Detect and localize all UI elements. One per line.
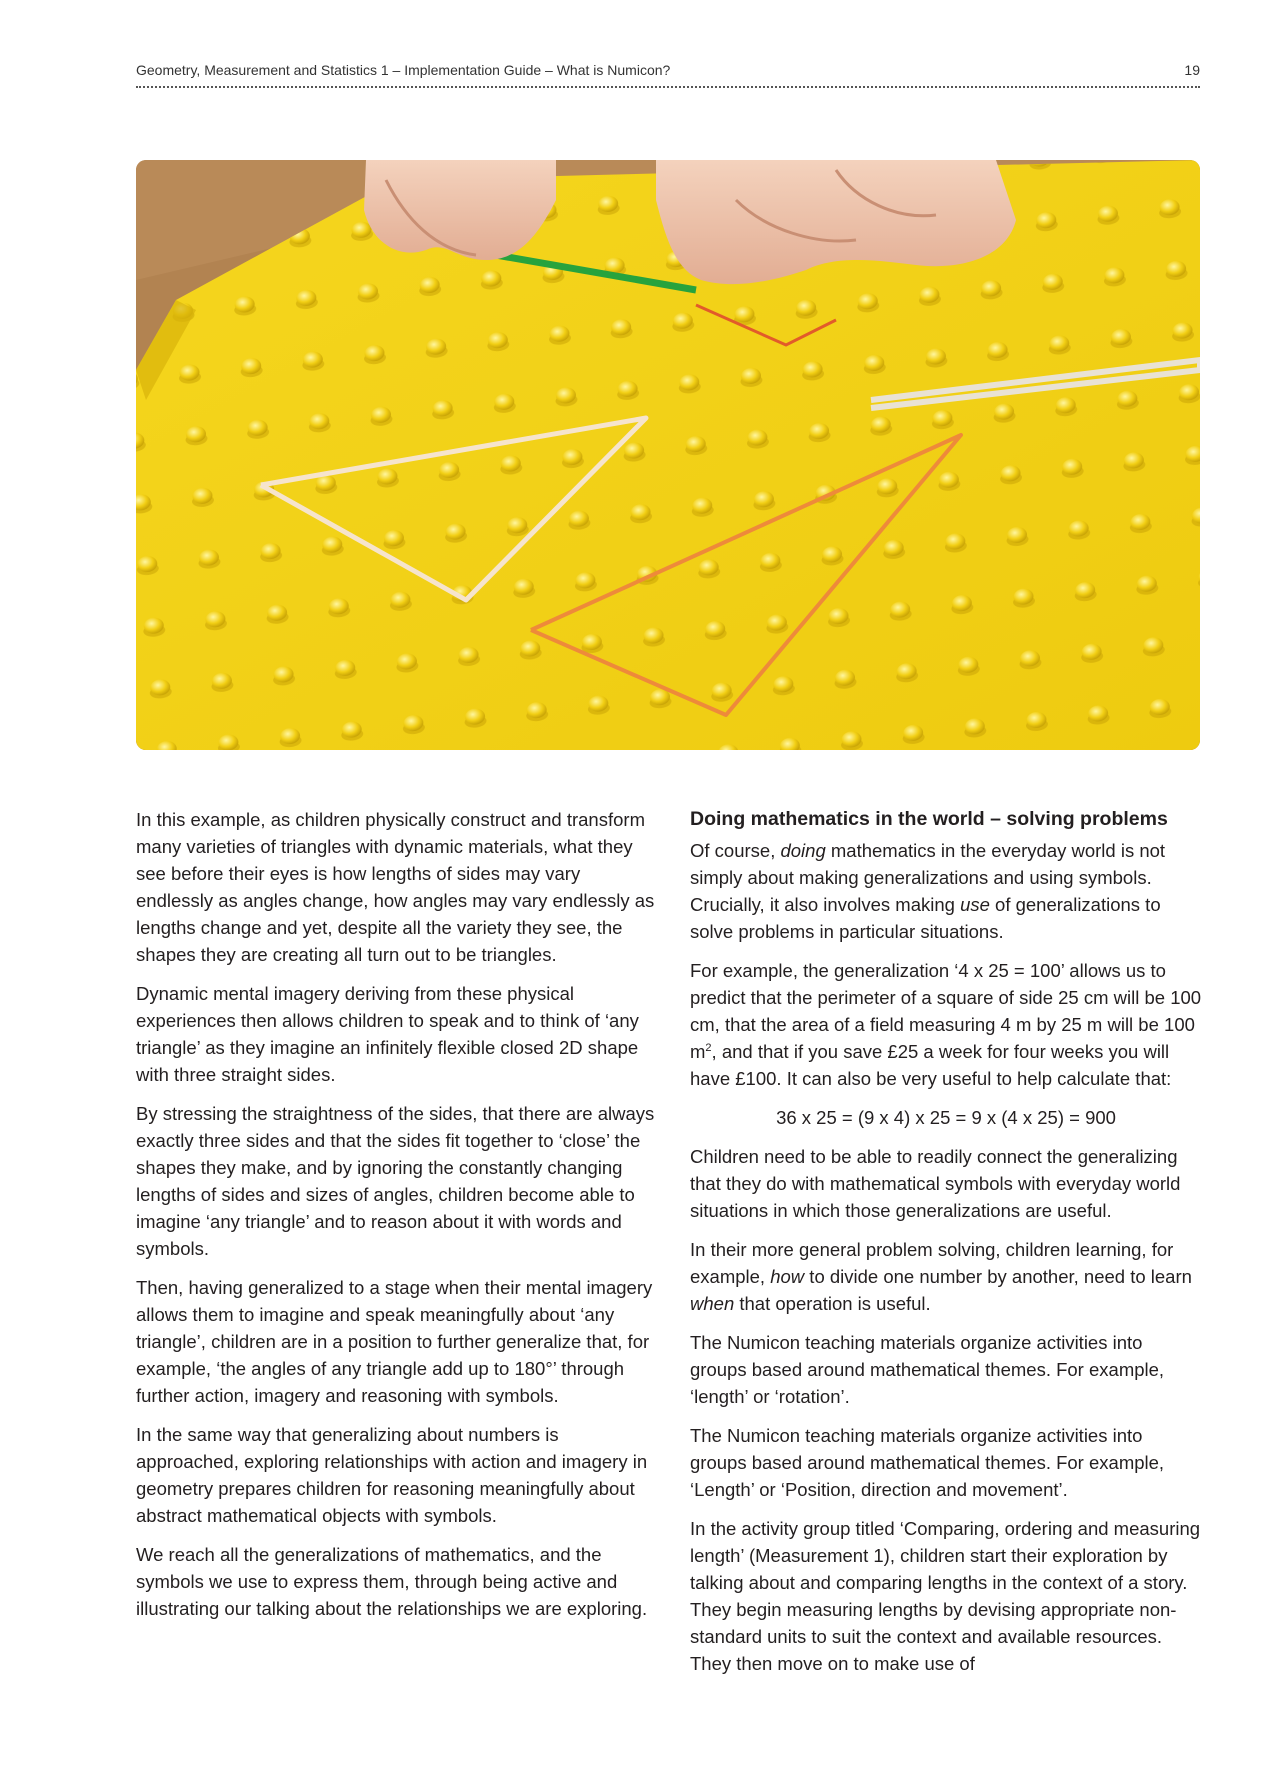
text-run: , and that if you save £25 a week for four weeks you will have £100. It can also be very useful to help calculate that: bbox=[690, 1041, 1172, 1089]
text-run: to divide one number by another, need to learn bbox=[804, 1266, 1192, 1287]
paragraph: We reach all the generalizations of mathematics, and the symbols we use to express them, through being active and illustrating our talking about the relationships we are exploring. bbox=[136, 1544, 648, 1619]
paragraph: Children need to be able to readily connect the generalizing that they do with mathematical symbols with everyday world situations in which those generalizations are useful. bbox=[690, 1146, 1181, 1221]
emphasis: how bbox=[770, 1266, 805, 1287]
page-number: 19 bbox=[1184, 62, 1200, 78]
section-heading: Doing mathematics in the world – solving problems bbox=[690, 808, 1168, 830]
paragraph bbox=[690, 837, 1202, 945]
running-header bbox=[136, 62, 1200, 88]
equation: 36 x 25 = (9 x 4) x 25 = 9 x (4 x 25) = 900 bbox=[776, 1107, 1116, 1128]
emphasis: use bbox=[960, 894, 990, 915]
paragraph: The Numicon teaching materials organize activities into groups based around mathematical themes. For example, ‘Length’ or ‘Position, direction and movement’. bbox=[690, 1425, 1165, 1500]
paragraph: In the same way that generalizing about numbers is approached, exploring relationships with action and imagery in geometry prepares children for reasoning meaningfully about abstract mathematical objects with symbols. bbox=[136, 1424, 648, 1526]
emphasis: when bbox=[690, 1293, 735, 1314]
header-dotted-rule bbox=[136, 86, 1200, 88]
paragraph: In this example, as children physically construct and transform many varieties of triangles with dynamic materials, what they see before their eyes is how lengths of sides may vary endlessly as angles change, how angles may vary endlessly as lengths change and yet, despite all the variety they see, the shapes they are creating all turn out to be triangles. bbox=[136, 809, 655, 965]
text-run: For example, the generalization ‘4 x 25 = 100’ allows us to predict that the perimeter of a square of side 25 cm will be 100 cm, that the area of a field measuring 4 m by 25 m will be 100 m bbox=[690, 960, 1202, 1062]
superscript: 2 bbox=[705, 1041, 712, 1054]
paragraph: Then, having generalized to a stage when their mental imagery allows them to imagine and speak meaningfully about ‘any triangle’, children are in a position to further generalize that, for example, ‘the angles of any triangle add up to 180°’ through further action, imagery and reasoning with symbols. bbox=[136, 1277, 653, 1406]
geoboard-photo-icon bbox=[136, 160, 1200, 750]
paragraph: The Numicon teaching materials organize activities into groups based around mathematical themes. For example, ‘length’ or ‘rotation’. bbox=[690, 1332, 1165, 1407]
paragraph bbox=[690, 957, 1202, 1092]
paragraph bbox=[690, 1236, 1202, 1317]
paragraph: In the activity group titled ‘Comparing, ordering and measuring length’ (Measurement 1), children start their exploration by talking about and comparing lengths in the context of a story. They begin measuring lengths by devising appropriate non-standard units to suit the context and available resources. They then move on to make use of bbox=[690, 1518, 1201, 1674]
text-run: Of course, bbox=[690, 840, 781, 861]
text-run: of generalizations to solve problems in particular situations. bbox=[690, 894, 1161, 942]
text-run: mathematics in the everyday world is not simply about making generalizations and using symbols. Crucially, it also involves making bbox=[690, 840, 1166, 915]
emphasis: doing bbox=[780, 840, 826, 861]
left-column bbox=[136, 806, 656, 1634]
geoboard-photo bbox=[136, 160, 1200, 750]
paragraph: Dynamic mental imagery deriving from these physical experiences then allows children to speak and to think of ‘any triangle’ as they imagine an infinitely flexible closed 2D shape with three straight sides. bbox=[136, 983, 639, 1085]
right-column bbox=[690, 806, 1202, 1689]
text-run: In their more general problem solving, children learning, for example, bbox=[690, 1239, 1174, 1287]
header-title: Geometry, Measurement and Statistics 1 – Implementation Guide – What is Numicon? bbox=[136, 62, 671, 78]
paragraph: By stressing the straightness of the sides, that there are always exactly three sides and that the sides fit together to ‘close’ the shapes they make, and by ignoring the constantly changing lengths of sides and sizes of angles, children become able to imagine ‘any triangle’ and to reason about it with words and symbols. bbox=[136, 1103, 655, 1259]
text-run: that operation is useful. bbox=[734, 1293, 931, 1314]
